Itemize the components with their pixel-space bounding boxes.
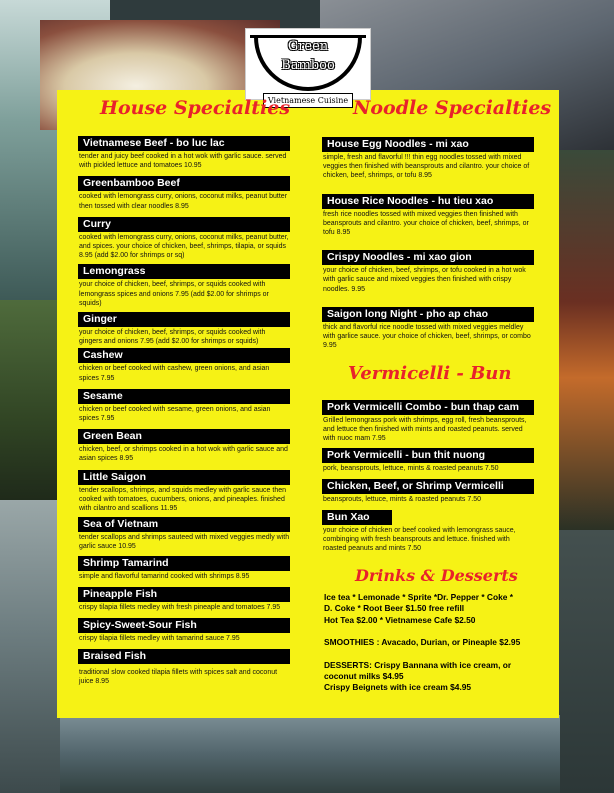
house-specialties-heading: House Specialties [100, 97, 291, 119]
menu-item-desc: your choice of chicken, beef, shrimps, or squids cooked with gingers and onions 7.95 (add $2.00 for shrimps or squids) [79, 329, 266, 346]
menu-item-desc: simple and flavorful tamarind cooked with shrimps 8.95 [79, 572, 250, 580]
menu-item [78, 176, 290, 210]
desserts-line: DESSERTS: Crispy Bannana with ice cream, or [324, 659, 512, 670]
menu-item-name: Saigon long Night - pho ap chao [322, 307, 534, 322]
menu-item [322, 137, 534, 181]
drinks-desserts-list [324, 592, 554, 694]
menu-item-name: Spicy-Sweet-Sour Fish [78, 618, 290, 633]
menu-item-desc: tender scallops, shrimps, and squids medley with garlic sauce then cooked with tomatoes, cucumbers, onions, and pineaples. finished with cilantro and scallions 11.95 [79, 486, 286, 513]
menu-item-desc: traditional slow cooked tilapia fillets with spices salt and coconut juice 8.95 [79, 669, 278, 686]
menu-item-desc: pork, beansprouts, lettuce, mints & roasted peanuts 7.50 [323, 464, 499, 472]
menu-item [78, 517, 290, 551]
drinks-line: Hot Tea $2.00 * Vietnamese Cafe $2.50 [324, 614, 476, 625]
menu-item [78, 470, 290, 514]
desserts-line: Crispy Beignets with ice cream $4.95 [324, 682, 472, 693]
menu-item-name: Little Saigon [78, 470, 290, 485]
menu-item-name: Pork Vermicelli - bun thit nuong [322, 448, 534, 463]
menu-item [78, 429, 290, 463]
menu-item-name: Pork Vermicelli Combo - bun thap cam [322, 400, 534, 415]
menu-item-desc: your choice of chicken, beef, shrimps, or squids cooked with lemongrass spices and onions 7.95 (add $2.00 for shrimps or squids) [79, 281, 269, 307]
menu-item-name: Shrimp Tamarind [78, 556, 290, 571]
menu-item [322, 510, 534, 554]
menu-item [78, 389, 290, 423]
menu-item [322, 400, 534, 444]
menu-item-name: Vietnamese Beef - bo luc lac [78, 136, 290, 151]
menu-item [78, 587, 290, 612]
menu-item-name: Chicken, Beef, or Shrimp Vermicelli [322, 479, 534, 494]
menu-item [78, 556, 290, 581]
menu-item [78, 348, 290, 382]
menu-item-desc: chicken or beef cooked with cashew, green onions, and asian spices 7.95 [79, 365, 270, 382]
menu-item-name: Ginger [78, 312, 290, 327]
menu-item [78, 649, 290, 686]
menu-item-name: Lemongrass [78, 264, 290, 279]
menu-item-desc: cooked with lemongrass curry, onions, coconut milks, peanut butter then tossed with clear noodles 8.95 [79, 193, 288, 210]
noodle-specialties-heading: Noodle Specialties [353, 97, 552, 119]
menu-item [78, 264, 290, 308]
logo-word-bamboo: Bamboo [281, 58, 335, 73]
menu-item-name: Bun Xao [322, 510, 392, 525]
menu-item-name: House Rice Noodles - hu tieu xao [322, 194, 534, 209]
menu-item [322, 448, 534, 473]
menu-item-name: Greenbamboo Beef [78, 176, 290, 191]
drinks-line: Ice tea * Lemonade * Sprite *Dr. Pepper * Coke * [324, 592, 513, 602]
desserts-line: coconut milks $4.95 [324, 671, 404, 682]
menu-item-desc: crispy tilapia fillets medley with tamarind sauce 7.95 [79, 635, 240, 643]
menu-item-name: Braised Fish [78, 649, 290, 664]
vermicelli-heading: Vermicelli - Bun [348, 363, 512, 384]
menu-item-desc: tender and juicy beef cooked in a hot wok with garlic sauce. served with pickled lettuce and tomatoes 10.95 [79, 153, 287, 170]
green-bamboo-logo [245, 28, 371, 100]
menu-item-name: Crispy Noodles - mi xao gion [322, 250, 534, 265]
logo-word-green: Green [287, 39, 329, 54]
menu-item-desc: crispy tilapia fillets medley with fresh pineaple and tomatoes 7.95 [79, 603, 281, 611]
menu-item [78, 217, 290, 261]
menu-item-desc: chicken, beef, or shrimps cooked in a hot wok with garlic sauce and asian spices 8.95 [79, 446, 288, 463]
menu-item-desc: tender scallops and shrimps sauteed with mixed veggies medly with garlic sauce 10.95 [79, 534, 290, 551]
noodle-specialties-list [322, 137, 534, 350]
bicycles-photo [60, 715, 560, 793]
menu-item-name: Sesame [78, 389, 290, 404]
house-specialties-list [78, 136, 290, 687]
menu-item [78, 312, 290, 346]
logo-tagline: Vietnamese Cuisine [263, 93, 353, 108]
vermicelli-list [322, 400, 534, 554]
menu-item-desc: fresh rice noodles tossed with mixed veggies then finished with beansprouts and cilantro. your choice of chicken, beef, shrimps, or tofu 8.95 [323, 210, 529, 237]
menu-item [322, 250, 534, 294]
menu-item-name: Sea of Vietnam [78, 517, 290, 532]
menu-item [322, 479, 534, 504]
menu-item-desc: thick and flavorful rice noodle tossed with mixed veggies meldley with garlice sauce. your choice of chicken, beef, shrimps, or combo 9.95 [323, 323, 531, 350]
menu-item-name: Cashew [78, 348, 290, 363]
menu-item-desc: beansprouts, lettuce, mints & roasted peanuts 7.50 [323, 495, 481, 503]
menu-item-desc: Grilled lemongrass pork with shrimps, egg roll, fresh beansprouts, and lettuce then finished with mints and roasted peanuts. served with nuoc mam 7.95 [323, 417, 527, 443]
menu-item-name: Curry [78, 217, 290, 232]
menu-item-name: House Egg Noodles - mi xao [322, 137, 534, 152]
menu-item-desc: your choice of chicken or beef cooked with lemongrass sauce, combinging with fresh beansprouts and lettuce. finished with roasted peanuts and mints 7.50 [323, 527, 516, 553]
menu-item-name: Pineapple Fish [78, 587, 290, 602]
drinks-desserts-heading: Drinks & Desserts [355, 566, 518, 585]
menu-item-name: Green Bean [78, 429, 290, 444]
menu-item-desc: cooked with lemongrass curry, onions, coconut milks, peanut butter, and spices. your choice of chicken, beef, shrimps, tilapia, or squids 8.95 (add $2.00 for shrimps or sq) [79, 233, 289, 260]
menu-item [78, 618, 290, 643]
smoothies-line: SMOOTHIES : Avacado, Durian, or Pineaple $2.95 [324, 637, 521, 648]
menu-item [322, 194, 534, 238]
menu-item [78, 136, 290, 170]
menu-item-desc: your choice of chicken, beef, shrimps, or tofu cooked in a hot wok with garlic sauce and mixed veggies then finished with crispy noodles. 9.95 [323, 267, 526, 293]
menu-item-desc: simple, fresh and flavorful !!! thin egg noodles tossed with mixed veggies then finished with beansprouts and cilantro. your choice of chicken, beef, shrimps, or tofu 8.95 [323, 154, 530, 180]
drinks-line: D. Coke * Root Beer $1.50 free refill [324, 603, 465, 614]
menu-item-desc: chicken or beef cooked with sesame, green onions, and asian spices 7.95 [79, 405, 271, 423]
menu-item [322, 307, 534, 351]
